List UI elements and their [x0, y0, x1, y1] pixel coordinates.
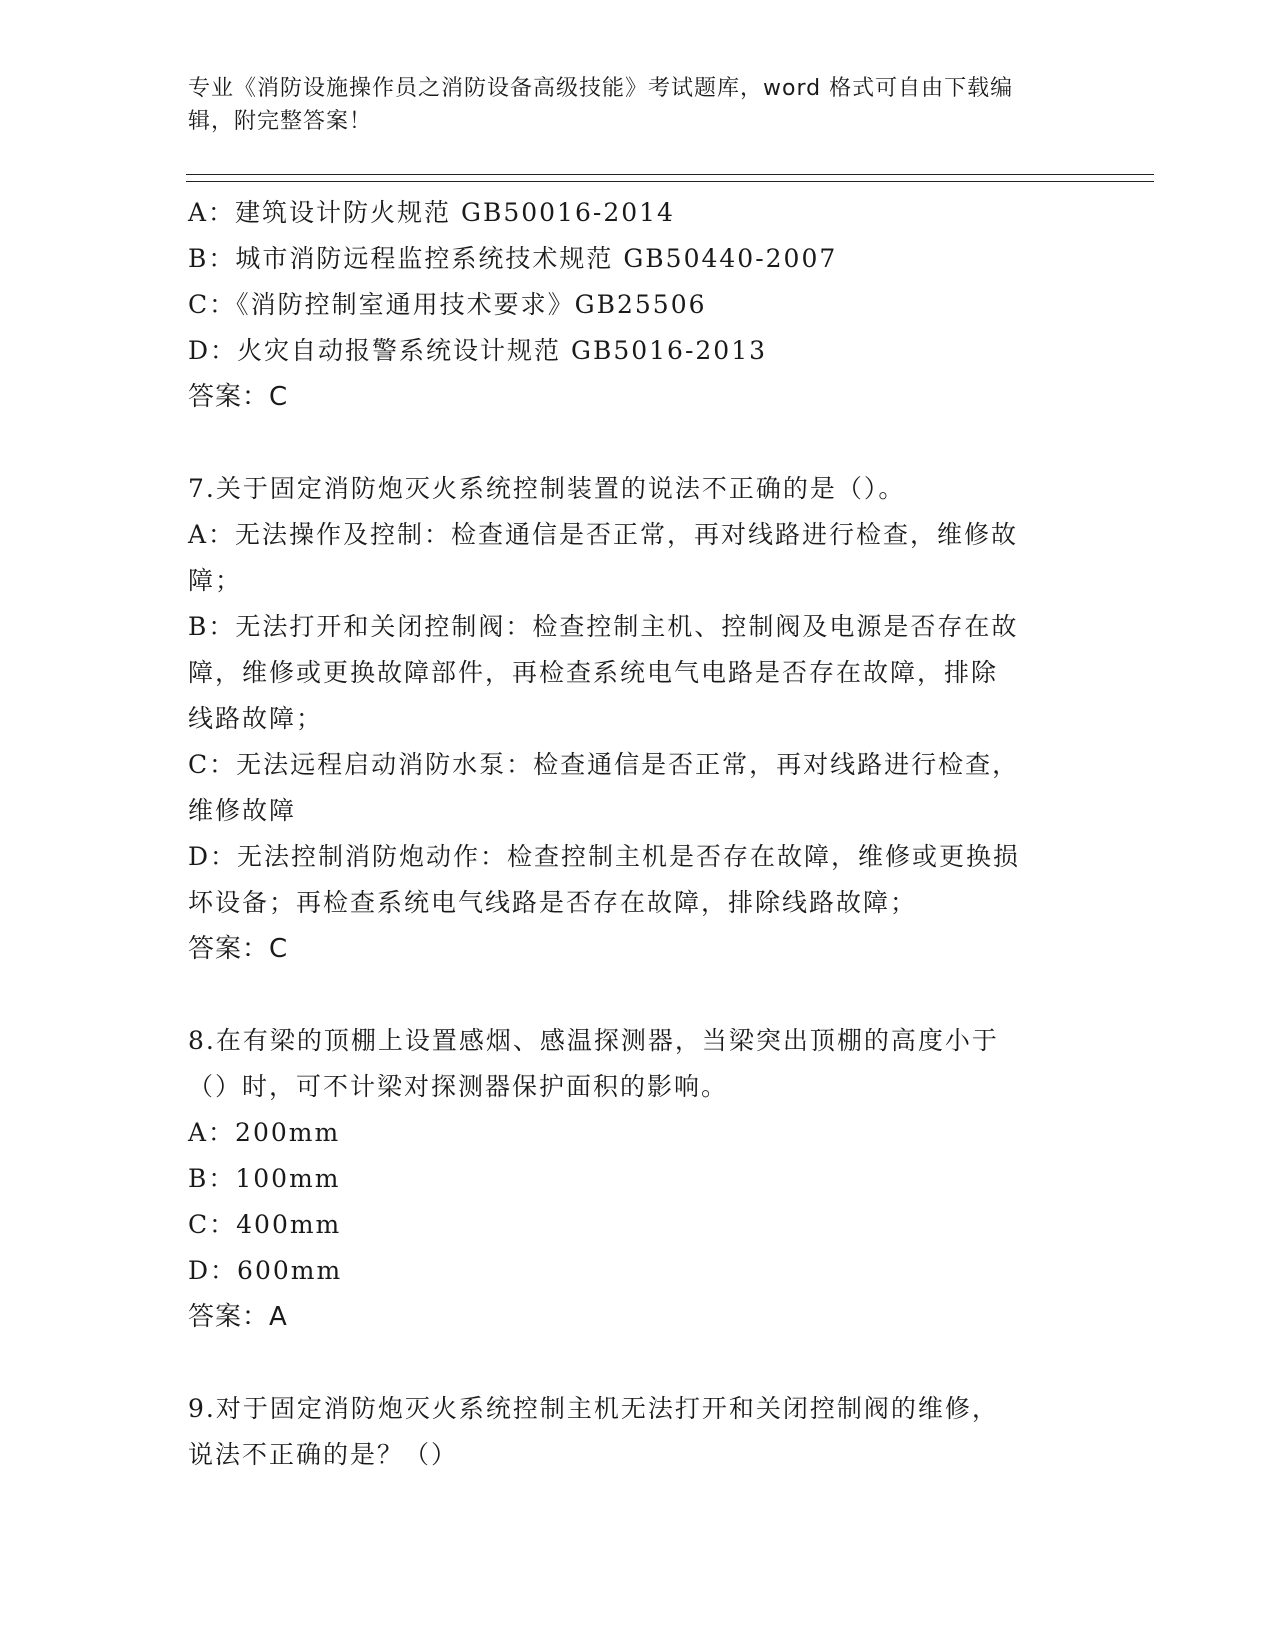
spacer — [188, 420, 1088, 466]
option-c-continued: 维修故障 — [188, 796, 297, 825]
question-9 — [188, 1386, 1088, 1478]
question-7 — [188, 466, 1088, 972]
question-6 — [188, 190, 1088, 420]
option-c: C：《消防控制室通用技术要求》GB25506 — [188, 290, 707, 319]
answer: 答案：C — [188, 934, 289, 964]
question-stem-continued: （）时，可不计梁对探测器保护面积的影响。 — [188, 1072, 729, 1101]
question-stem: 8.在有梁的顶棚上设置感烟、感温探测器，当梁突出顶棚的高度小于 — [188, 1026, 999, 1055]
header-line-2: 辑，附完整答案！ — [188, 109, 373, 134]
option-d: D：600mm — [188, 1256, 343, 1285]
option-b-continued: 障，维修或更换故障部件，再检查系统电气电路是否存在故障，排除 — [188, 658, 999, 687]
header-divider-top — [186, 174, 1154, 175]
answer: 答案：C — [188, 382, 289, 412]
option-d-continued: 坏设备；再检查系统电气线路是否存在故障，排除线路故障； — [188, 888, 918, 917]
answer: 答案：A — [188, 1302, 288, 1332]
question-stem: 7.关于固定消防炮灭火系统控制装置的说法不正确的是（）。 — [188, 474, 906, 503]
option-b: B：无法打开和关闭控制阀：检查控制主机、控制阀及电源是否存在故 — [188, 612, 1019, 641]
question-list — [188, 190, 1088, 1478]
spacer — [188, 1340, 1088, 1386]
question-stem: 9.对于固定消防炮灭火系统控制主机无法打开和关闭控制阀的维修， — [188, 1394, 999, 1423]
option-b: B：100mm — [188, 1164, 341, 1193]
option-c: C：400mm — [188, 1210, 342, 1239]
option-a-continued: 障； — [188, 566, 243, 595]
header-divider-bottom — [186, 181, 1154, 182]
spacer — [188, 972, 1088, 1018]
option-d: D：火灾自动报警系统设计规范 GB5016-2013 — [188, 336, 768, 365]
option-b-continued: 线路故障； — [188, 704, 324, 733]
option-a: A：建筑设计防火规范 GB50016-2014 — [188, 198, 675, 227]
document-header — [188, 72, 1068, 138]
option-c: C：无法远程启动消防水泵：检查通信是否正常，再对线路进行检查， — [188, 750, 1020, 779]
option-b: B：城市消防远程监控系统技术规范 GB50440-2007 — [188, 244, 838, 273]
option-a: A：200mm — [188, 1118, 341, 1147]
question-stem-continued: 说法不正确的是？（） — [188, 1440, 459, 1469]
header-line-1: 专业《消防设施操作员之消防设备高级技能》考试题库，word 格式可自由下载编 — [188, 76, 1014, 101]
question-8 — [188, 1018, 1088, 1340]
option-a: A：无法操作及控制：检查通信是否正常，再对线路进行检查，维修故 — [188, 520, 1019, 549]
option-d: D：无法控制消防炮动作：检查控制主机是否存在故障，维修或更换损 — [188, 842, 1021, 871]
